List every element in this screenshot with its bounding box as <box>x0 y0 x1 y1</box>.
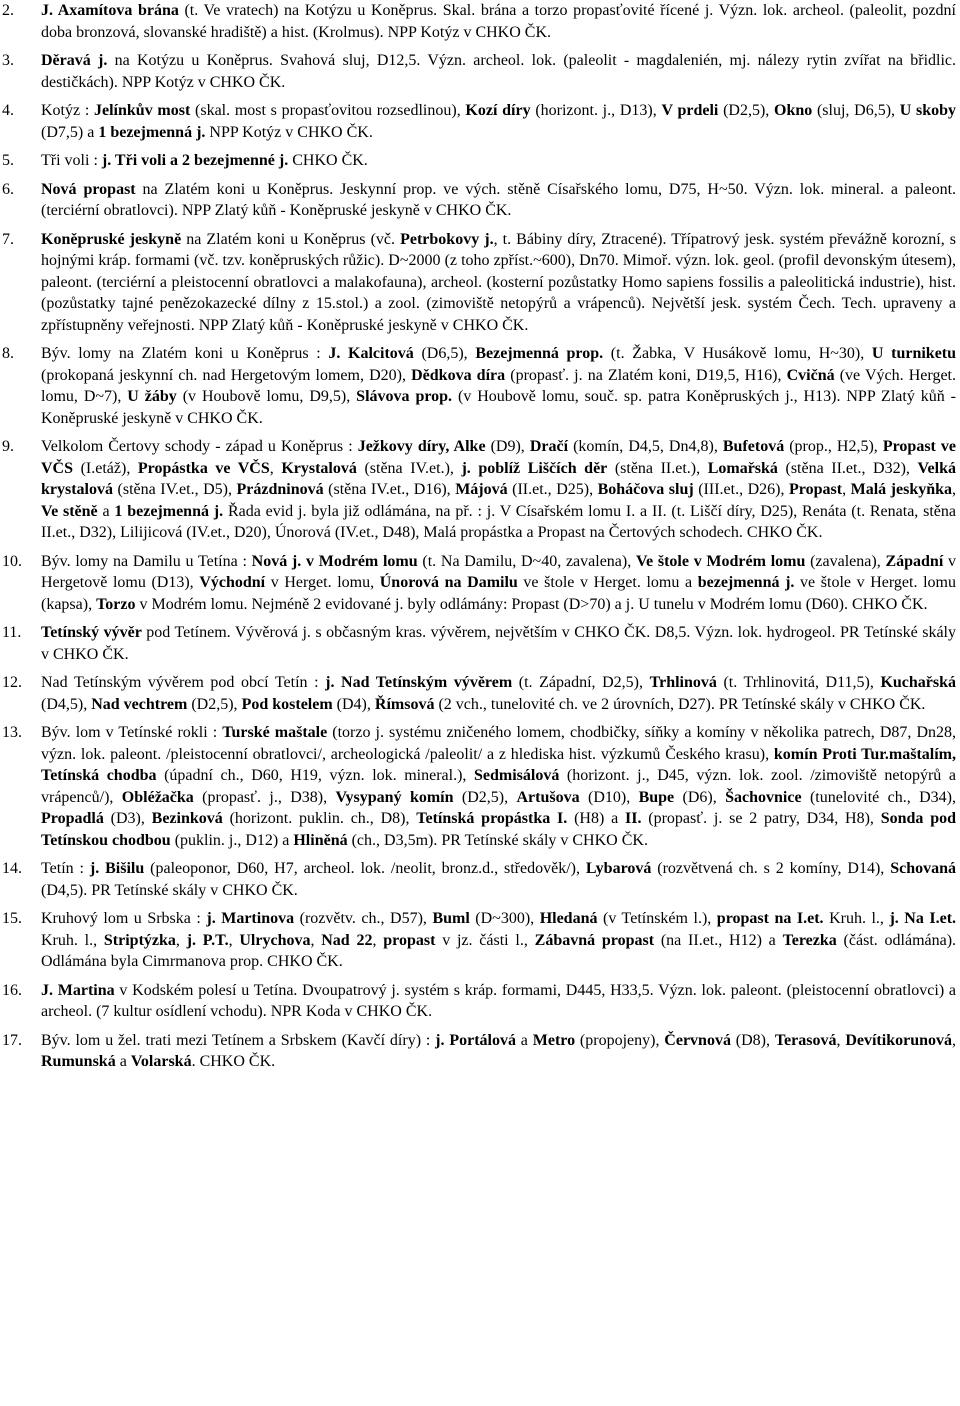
text-segment: v jz. části l., <box>435 931 535 949</box>
text-segment: (zavalena), <box>805 552 886 570</box>
list-item <box>2 551 956 616</box>
cave-name: Vysypaný komín <box>335 788 454 806</box>
cave-name: Nad vechtrem <box>91 695 188 713</box>
item-number: 9. <box>2 438 14 455</box>
text-segment: (t. Ve vratech) na Kotýzu u Koněprus. Skal. brána a torzo propasťovité řícené j. Význ. lok. archeol. (paleolit, pozdní doba bronzová, slovanské hradiště) a hist. (Krolmus). NPP Kotýz v CHKO ČK. <box>41 2 956 41</box>
text-segment: Kotýz : <box>41 102 94 119</box>
text-segment: (v Houbově lomu, souč. sp. patra Koněpruských j., H13). NPP Zlatý kůň - Koněpruské jeskyně v CHKO ČK. <box>41 388 957 427</box>
cave-name: Májová <box>455 481 508 498</box>
item-number: 13. <box>2 724 22 741</box>
cave-name: II. <box>625 810 642 827</box>
text-segment: (tunelovité ch., D34), <box>801 788 957 806</box>
cave-name: j. Tři voli a 2 bezejmenné j. <box>101 152 289 169</box>
cave-name: j. Nad Tetínským vývěrem <box>325 674 513 691</box>
item-number: 16. <box>2 981 22 999</box>
text-segment: (propasť. j. se 2 patry, D34, H8), <box>641 810 881 827</box>
text-segment: , <box>836 1031 846 1049</box>
item-text <box>41 229 956 337</box>
text-segment: Býv. lomy na Damilu u Tetína : <box>41 552 252 570</box>
cave-name: Bezinková <box>151 810 223 827</box>
text-segment: , t. Bábiny díry, Ztracené). Třípatrový jesk. systém převážně korozní, s hojnými kráp. formami (vč. tzv. koněpruských růžic). D~2000 (z toho zpříst.~600), Dn70. Mimoř. význ. lok. geol. (profil devonským útesem), paleont. (terciérní a pleistocenní obratlovci a malakofauna), archeol. (kosterní pozůstatky Homo sapiens fossilis a paleolitická industrie), hist. (pozůstatky tajné penězokazecké dílny z 15.stol.) a zool. (zimoviště netopýrů a vrápenců). Největší jesk. systém Čech. Tech. upraveny a zpřístupněny veřejnosti. NPP Zlatý kůň - Koněpruské jeskyně v CHKO ČK. <box>41 230 957 334</box>
cave-name: Dračí <box>529 438 569 455</box>
cave-name: Prázdninová <box>236 481 324 498</box>
text-segment: (stěna IV.et., D16), <box>323 481 456 498</box>
cave-name: Slávova prop. <box>356 388 453 405</box>
cave-name: Volarská <box>130 1053 192 1070</box>
cave-name: Děravá j. <box>41 52 108 69</box>
cave-name: j. P.T. <box>186 931 229 949</box>
cave-name: Pod kostelem <box>241 695 333 713</box>
text-segment: na Zlatém koni u Koněprus. Jeskynní prop. ve vých. stěně Císařského lomu, D75, H~50. Význ. lok. mineral. a paleont. (terciérní obratlovci). NPP Zlatý kůň - Koněpruské jeskyně v CHKO ČK. <box>41 180 957 219</box>
list-item <box>2 858 956 901</box>
text-segment: (D10), <box>579 788 639 806</box>
cave-name: Zábavná propast <box>534 931 655 949</box>
text-segment: (horizont. puklin. ch., D8), <box>222 810 417 827</box>
text-segment: (stěna IV.et.), <box>356 459 462 477</box>
cave-name: Jelínkův most <box>94 102 191 119</box>
cave-name: j. Portálová <box>435 1031 516 1049</box>
text-segment: na Zlatém koni u Koněprus (vč. <box>181 230 401 248</box>
text-segment: , <box>269 459 282 477</box>
text-segment: , <box>372 931 384 949</box>
cave-name: Tetínská propástka I. <box>416 810 568 827</box>
text-segment: Býv. lom u žel. trati mezi Tetínem a Srbskem (Kavčí díry) : <box>41 1031 436 1049</box>
text-segment: (v Tetínském l.), <box>597 910 717 927</box>
text-segment: v Modrém lomu. Nejméně 2 evidované j. byly odlámány: Propast (D>70) a j. U tunelu v Modrém lomu (D60). CHKO ČK. <box>135 595 928 613</box>
item-text <box>41 1030 956 1073</box>
cave-name: U turniketu <box>871 345 957 362</box>
text-segment: (D4,5). PR Tetínské skály v CHKO ČK. <box>41 881 298 899</box>
list-item <box>2 622 956 665</box>
cave-name: j. Martinova <box>206 910 295 927</box>
text-segment: (II.et., D25), <box>507 481 598 498</box>
text-segment: (horizont. j., D45, význ. lok. zool. /zimoviště netopýrů a vrápenců/), <box>41 767 956 806</box>
text-segment: (D~300), <box>469 910 540 927</box>
item-number: 11. <box>2 624 22 641</box>
text-segment: (horizont. j., D13), <box>530 102 662 119</box>
cave-name: Východní <box>199 574 266 591</box>
text-segment: a <box>115 1053 131 1070</box>
item-text <box>41 858 956 901</box>
text-segment: NPP Kotýz v CHKO ČK. <box>205 123 373 141</box>
cave-name: Cvičná <box>786 366 835 384</box>
item-text <box>41 622 956 665</box>
text-segment: (D6), <box>674 788 726 806</box>
item-text <box>41 50 956 93</box>
item-number: 2. <box>2 2 14 19</box>
text-segment: (torzo j. systému zničeného lomem, chodbičky, síňky a komíny v několika patrech, D87, Dn28, význ. lok. paleont. /pleistocenní obratlovci/, archeologická /paleolit/ a z hlediska hist. výzkumů Českého krasu), <box>41 724 957 763</box>
text-segment: (ve Vých. Herget. lomu, D~7), <box>41 366 956 405</box>
item-number: 4. <box>2 102 14 119</box>
text-segment: (III.et., D26), <box>693 481 790 498</box>
cave-name: Propadlá <box>41 810 104 827</box>
text-segment: a <box>97 502 115 520</box>
cave-name: Ulrychova <box>239 931 311 949</box>
cave-name: komín Proti Tur.maštalím, Tetínská chodba <box>41 745 956 784</box>
text-segment: na Kotýzu u Koněprus. Svahová sluj, D12,5. Význ. archeol. lok. (paleolit - magdalenién, mj. nálezy rytin zvířat na břidlic. destičkách). NPP Kotýz v CHKO ČK. <box>41 52 957 91</box>
text-segment: a <box>515 1031 533 1049</box>
text-segment: Kruh. l., <box>823 910 890 927</box>
text-segment: (rozvětvená ch. s 2 komíny, D14), <box>651 860 891 877</box>
cave-name: Bufetová <box>722 438 785 455</box>
text-segment: (paleoponor, D60, H7, archeol. lok. /neolit, bronz.d., středověk/), <box>144 860 586 877</box>
item-number: 10. <box>2 552 22 570</box>
text-segment: , <box>175 931 187 949</box>
cave-name: Ve štole v Modrém lomu <box>635 552 806 570</box>
cave-name: Buml <box>432 910 470 927</box>
item-text <box>41 436 956 544</box>
text-segment: Kruh. l., <box>41 931 104 949</box>
text-segment: (puklin. j., D12) a <box>170 831 294 849</box>
text-segment: (rozvětv. ch., D57), <box>294 910 433 927</box>
text-segment: CHKO ČK. <box>288 152 368 169</box>
cave-name: Šachovnice <box>725 788 802 806</box>
item-text <box>41 179 956 222</box>
cave-name: bezejmenná j. <box>697 574 795 591</box>
text-segment: (D2,5), <box>187 695 242 713</box>
text-segment: (v Houbově lomu, D9,5), <box>176 388 357 405</box>
item-text <box>41 908 956 973</box>
text-segment: v Hergetově lomu (D13), <box>41 552 956 591</box>
text-segment: (komín, D4,5, Dn4,8), <box>568 438 723 455</box>
item-number: 3. <box>2 52 14 69</box>
text-segment: (D4,5), <box>41 695 92 713</box>
item-text <box>41 980 956 1023</box>
cave-name: Rumunská <box>41 1053 116 1070</box>
cave-name: j. Na I.et. <box>889 910 957 927</box>
cave-name: Krystalová <box>281 459 357 477</box>
cave-name: Hliněná <box>293 831 348 849</box>
list-item <box>2 672 956 715</box>
text-segment: Nad Tetínským vývěrem pod obcí Tetín : <box>41 674 326 691</box>
text-segment: (prokopaná jeskynní ch. nad Hergetovým lomem, D20), <box>41 366 412 384</box>
text-segment: (část. odlámána). Odlámána byla Cimrmanova prop. CHKO ČK. <box>41 931 957 970</box>
cave-name: Striptýzka <box>103 931 176 949</box>
cave-name: Velká krystalová <box>41 459 956 498</box>
text-segment: (stěna IV.et., D5), <box>113 481 237 498</box>
item-number: 7. <box>2 230 14 248</box>
cave-name: Kozí díry <box>465 102 531 119</box>
cave-name: Lybarová <box>585 860 652 877</box>
text-segment: (ch., D3,5m). PR Tetínské skály v CHKO ČK. <box>347 831 648 849</box>
cave-name: Západní <box>885 552 944 570</box>
item-number: 14. <box>2 860 22 877</box>
text-segment: v Herget. lomu, <box>265 574 380 591</box>
text-segment: (I.etáž), <box>73 459 138 477</box>
list-item <box>2 436 956 544</box>
text-segment: Býv. lomy na Zlatém koni u Koněprus : <box>41 345 329 362</box>
text-segment: , <box>842 481 851 498</box>
text-segment: (úpadní ch., D60, H19, význ. lok. mineral.), <box>156 767 474 784</box>
text-segment: Kruhový lom u Srbska : <box>41 910 207 927</box>
text-segment: (t. Na Damilu, D~40, zavalena), <box>417 552 636 570</box>
item-text <box>41 343 956 429</box>
cave-name: Dědkova díra <box>411 366 506 384</box>
cave-name: Petrbokovy j. <box>400 230 494 248</box>
text-segment: (D7,5) a <box>41 123 99 141</box>
text-segment: Řada evid j. byla již odlámána, na př. : j. V Císařském lomu I. a II. (t. Liščí díry, D25), Renáta (t. Renata, stěna II.et., D32), Lilijicová (IV.et., D20), Únorová (IV.et., D48), Malá propástka a Propast na Čertových schodech. CHKO ČK. <box>41 502 956 541</box>
cave-name: Sonda pod Tetínskou chodbou <box>41 810 957 849</box>
text-segment: (t. Žabka, V Husákově lomu, H~30), <box>603 345 872 362</box>
cave-name: Bezejmenná prop. <box>475 345 604 362</box>
item-text <box>41 722 956 851</box>
cave-name: Koněpruské jeskyně <box>41 230 182 248</box>
cave-name: Hledaná <box>539 910 598 927</box>
cave-name: Obléžačka <box>121 788 194 806</box>
text-segment: (D4), <box>332 695 375 713</box>
text-segment: (D9), <box>485 438 530 455</box>
text-segment: ve štole v Herget. lomu a <box>517 574 698 591</box>
cave-name: Propast <box>789 481 843 498</box>
text-segment: (propasť. j. na Zlatém koni, D19,5, H16), <box>505 366 787 384</box>
cave-name: Turské maštale <box>222 724 328 741</box>
text-segment: (sluj, D6,5), <box>812 102 900 119</box>
text-segment: (D8), <box>730 1031 775 1049</box>
cave-name: J. Martina <box>41 981 115 999</box>
cave-name: U žáby <box>127 388 177 405</box>
text-segment: (prop., H2,5), <box>784 438 883 455</box>
cave-name: Bupe <box>638 788 675 806</box>
cave-name: Boháčova sluj <box>597 481 694 498</box>
list-item <box>2 229 956 337</box>
text-segment: (2 vch., tunelovité ch. ve 2 úrovních, D27). PR Tetínské skály v CHKO ČK. <box>434 695 926 713</box>
cave-name: Metro <box>532 1031 576 1049</box>
cave-name: Ve stěně <box>41 502 98 520</box>
cave-name: propast na I.et. <box>716 910 824 927</box>
item-number: 12. <box>2 674 22 691</box>
item-text <box>41 150 956 172</box>
item-text <box>41 100 956 143</box>
text-segment: ve štole v Herget. lomu (kapsa), <box>41 574 956 613</box>
text-segment: Tři voli : <box>41 152 102 169</box>
cave-name: Sedmisálová <box>474 767 560 784</box>
cave-name: Lomařská <box>707 459 778 477</box>
cave-name: propast <box>383 931 436 949</box>
cave-name: j. poblíž Liščích děr <box>461 459 608 477</box>
text-segment: Býv. lom v Tetínské rokli : <box>41 724 223 741</box>
cave-name: Únorová na Damilu <box>379 574 518 591</box>
cave-name: J. Axamítova brána <box>41 2 179 19</box>
cave-name: Okno <box>774 102 813 119</box>
item-number: 8. <box>2 345 14 362</box>
cave-name: U skoby <box>899 102 957 119</box>
item-number: 15. <box>2 910 22 927</box>
list-item <box>2 1030 956 1073</box>
text-segment: pod Tetínem. Vývěrová j. s občasným kras. vývěrem, největším v CHKO ČK. D8,5. Význ. lok. hydrogeol. PR Tetínské skály v CHKO ČK. <box>41 624 956 663</box>
text-segment: Velkolom Čertovy schody - západ u Koněprus : <box>41 438 358 455</box>
cave-name: Nová propast <box>41 180 136 198</box>
cave-name: Tetínský vývěr <box>41 624 142 641</box>
list-item <box>2 100 956 143</box>
text-segment: (H8) a <box>567 810 625 827</box>
cave-name: 1 bezejmenná j. <box>114 502 224 520</box>
cave-name: Ježkovy díry, Alke <box>357 438 486 455</box>
text-segment: (propojeny), <box>575 1031 665 1049</box>
cave-name: J. Kalcitová <box>328 345 414 362</box>
text-segment: , <box>952 1031 956 1049</box>
cave-name: 1 bezejmenná j. <box>98 123 206 141</box>
cave-name: Nad 22 <box>321 931 373 949</box>
item-number: 5. <box>2 152 14 169</box>
cave-name: j. Bišilu <box>89 860 145 877</box>
item-text <box>41 672 956 715</box>
text-segment: (propasť. j., D38), <box>193 788 336 806</box>
cave-name: Artušova <box>516 788 580 806</box>
text-segment: (stěna II.et.), <box>607 459 708 477</box>
cave-name: Římsová <box>374 695 435 713</box>
list-item <box>2 980 956 1023</box>
item-number: 6. <box>2 180 14 198</box>
text-segment: (D6,5), <box>413 345 476 362</box>
text-segment: (D3), <box>103 810 152 827</box>
text-segment: , <box>310 931 322 949</box>
cave-name: Trhlinová <box>649 674 717 691</box>
list-item <box>2 179 956 222</box>
list-item <box>2 0 956 43</box>
cave-name: Schovaná <box>890 860 956 877</box>
text-segment: (stěna II.et., D32), <box>777 459 918 477</box>
cave-name: Nová j. v Modrém lomu <box>251 552 418 570</box>
item-number: 17. <box>2 1031 22 1049</box>
text-segment: , <box>952 481 957 498</box>
text-segment: (D2,5), <box>453 788 517 806</box>
cave-name: Terezka <box>782 931 837 949</box>
cave-name: Malá jeskyňka <box>850 481 953 498</box>
cave-name: Propast ve VČS <box>41 438 957 477</box>
text-segment: (t. Trhlinovitá, D11,5), <box>716 674 881 691</box>
text-segment: , <box>228 931 240 949</box>
text-segment: (t. Západní, D2,5), <box>512 674 650 691</box>
list-item <box>2 722 956 851</box>
item-text <box>41 0 956 43</box>
text-segment: . CHKO ČK. <box>191 1053 276 1070</box>
list-item <box>2 150 956 172</box>
cave-name: Torzo <box>96 595 136 613</box>
list-item <box>2 343 956 429</box>
cave-name: Červnová <box>664 1031 731 1049</box>
text-segment: (skal. most s propasťovitou rozsedlinou), <box>190 102 466 119</box>
cave-name: V prdeli <box>661 102 719 119</box>
cave-name: Terasová <box>774 1031 837 1049</box>
list-item <box>2 908 956 973</box>
list-item <box>2 50 956 93</box>
text-segment: v Kodském polesí u Tetína. Dvoupatrový j. systém s kráp. formami, D445, H33,5. Význ. lok. paleont. (pleistocenní obratlovci) a archeol. (7 kultur osídlení vchodu). NPR Koda v CHKO ČK. <box>41 981 957 1020</box>
item-text <box>41 551 956 616</box>
text-segment: (D2,5), <box>718 102 774 119</box>
cave-name: Kuchařská <box>880 674 957 691</box>
text-segment: Tetín : <box>41 860 90 877</box>
cave-name: Propástka ve VČS <box>137 459 270 477</box>
text-segment: (na II.et., H12) a <box>654 931 783 949</box>
cave-name: Devítikorunová <box>845 1031 952 1049</box>
